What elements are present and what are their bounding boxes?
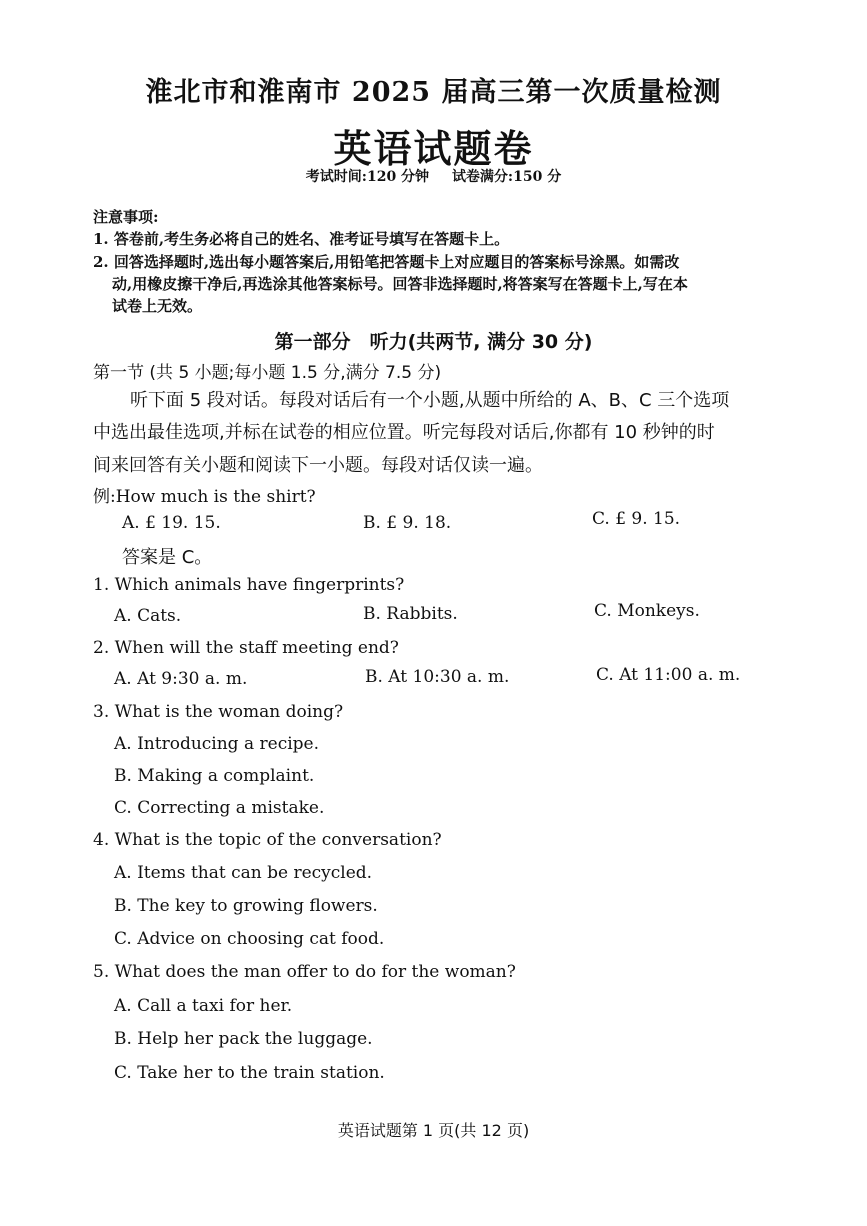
question-4-option-c: C. Advice on choosing cat food.: [114, 929, 385, 949]
exam-info: [0, 166, 867, 186]
question-1-option-b: B. Rabbits.: [363, 604, 458, 624]
question-2-option-a: A. At 9:30 a. m.: [114, 669, 248, 689]
question-4-option-b: B. The key to growing flowers.: [114, 896, 378, 916]
question-3-option-c: C. Correcting a mistake.: [114, 798, 325, 818]
part-title: 第一部分 听力(共两节, 满分 30 分): [274, 331, 593, 353]
question-5: 5. What does the man offer to do for the woman?: [93, 962, 516, 982]
question-3-option-b: B. Making a complaint.: [114, 766, 315, 786]
question-2: 2. When will the staff meeting end?: [93, 638, 399, 658]
question-3-option-a: A. Introducing a recipe.: [114, 734, 319, 754]
question-5-option-c: C. Take her to the train station.: [114, 1063, 385, 1083]
page-footer: 英语试题第 1 页(共 12 页): [337, 1121, 530, 1140]
question-2-option-c: C. At 11:00 a. m.: [596, 665, 741, 685]
instruction-line-1: 听下面 5 段对话。每段对话后有一个小题,从题中所给的 A、B、C 三个选项: [130, 390, 730, 411]
question-5-option-b: B. Help her pack the luggage.: [114, 1029, 373, 1049]
example-option-a: A. £ 19. 15.: [122, 513, 221, 533]
example-option-b: B. £ 9. 18.: [363, 513, 452, 533]
section-title: 第一节 (共 5 小题;每小题 1.5 分,满分 7.5 分): [93, 363, 442, 383]
question-4: 4. What is the topic of the conversation?: [93, 830, 442, 850]
question-3: 3. What is the woman doing?: [93, 702, 344, 722]
notice-item-1: 1. 答卷前,考生务必将自己的姓名、准考证号填写在答题卡上。: [93, 230, 510, 248]
example-answer: 答案是 C。: [122, 547, 213, 568]
question-1-option-c: C. Monkeys.: [594, 601, 700, 621]
instruction-line-2: 中选出最佳选项,并标在试卷的相应位置。听完每段对话后,你都有 10 秒钟的时: [93, 422, 715, 443]
exam-time: 考试时间:120 分钟: [305, 169, 430, 185]
subject-title: 英语试题卷: [333, 126, 534, 171]
question-1-option-a: A. Cats.: [114, 606, 182, 626]
instruction-line-3: 间来回答有关小题和阅读下一小题。每段对话仅读一遍。: [93, 455, 543, 476]
notice-item-2: 2. 回答选择题时,选出每小题答案后,用铅笔把答题卡上对应题目的答案标号涂黑。如需改: [93, 253, 680, 271]
notice-heading: 注意事项:: [93, 208, 159, 226]
question-5-option-a: A. Call a taxi for her.: [114, 996, 293, 1016]
exam-full-score: 试卷满分:150 分: [451, 169, 562, 185]
notice-item-2-cont: 动,用橡皮擦干净后,再选涂其他答案标号。回答非选择题时,将答案写在答题卡上,写在本: [112, 275, 688, 293]
example-question: 例:How much is the shirt?: [93, 487, 316, 507]
notice-item-2-end: 试卷上无效。: [112, 297, 203, 315]
question-1: 1. Which animals have fingerprints?: [93, 575, 405, 595]
question-2-option-b: B. At 10:30 a. m.: [365, 667, 510, 687]
question-4-option-a: A. Items that can be recycled.: [114, 863, 373, 883]
example-option-c: C. £ 9. 15.: [592, 509, 681, 529]
exam-header-title: 淮北市和淮南市 2025 届高三第一次质量检测: [145, 77, 722, 108]
